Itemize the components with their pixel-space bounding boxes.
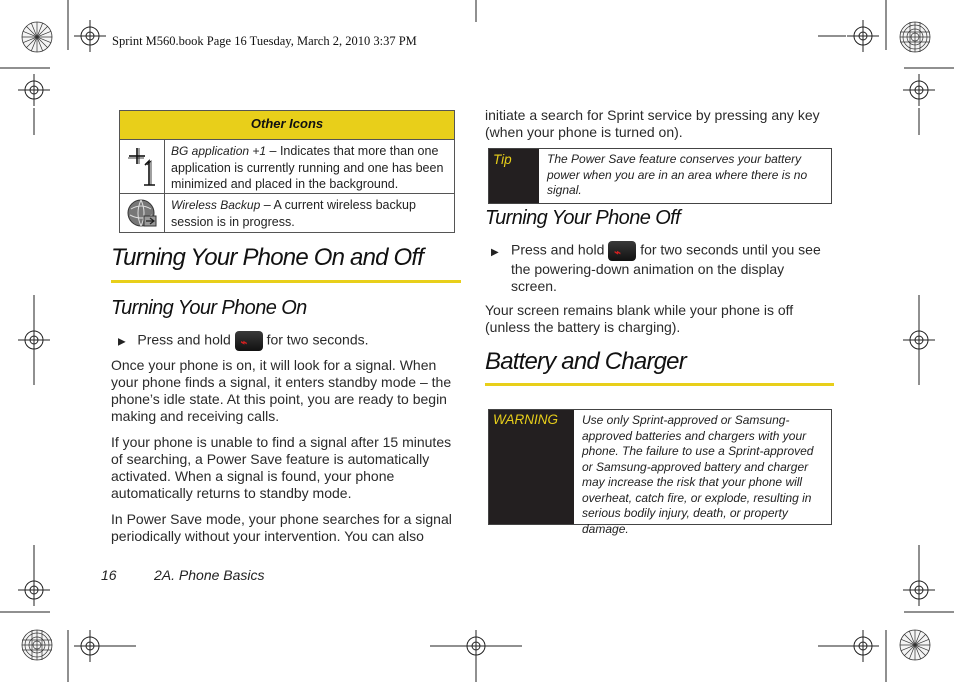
print-header: Sprint M560.book Page 16 Tuesday, March 2, 2010 3:37 PM (112, 34, 417, 48)
battery-rule (485, 383, 834, 386)
icon-description (165, 194, 454, 232)
chapter-name: 2A. Phone Basics (154, 567, 265, 583)
bullet-text: for two seconds until you see the powering-down animation on the display screen. (511, 241, 821, 294)
bullet-text: Press and hold (137, 331, 231, 348)
end-key-icon: ⌁ (235, 331, 263, 351)
subsection-title-off: Turning Your Phone Off (485, 207, 681, 229)
bg-application-icon (120, 140, 165, 193)
page-number: 16 (101, 567, 117, 583)
warning-callout (488, 409, 832, 536)
table-row (120, 140, 454, 194)
tip-text: The Power Save feature conserves your battery power when you are in an area where there is no signal. (547, 152, 808, 197)
icon-desc: – Indicates that more than one application is currently running and one has been minimized and placed in the background. (171, 144, 444, 191)
tip-callout (488, 148, 832, 204)
paragraph: Your screen remains blank while your phone is off (unless the battery is charging). (485, 302, 794, 335)
paragraph: If your phone is unable to find a signal after 15 minutes of searching, a Power Save feature is automatically activated. When a signal is found, your phone automatically returns to standby mode. (111, 434, 452, 501)
bullet-off (491, 241, 833, 295)
icon-term: Wireless Backup (171, 198, 261, 212)
bullet-on (118, 331, 458, 351)
bullet-arrow-icon: ▶ (491, 247, 499, 258)
tip-label: Tip (489, 149, 539, 203)
wireless-backup-icon (120, 194, 165, 232)
title-rule (111, 280, 461, 283)
end-key-icon: ⌁ (608, 241, 636, 261)
subsection-title-on: Turning Your Phone On (111, 297, 307, 319)
bullet-text: for two seconds. (266, 331, 369, 348)
icon-description (165, 140, 454, 193)
warning-text: Use only Sprint-approved or Samsung-approved batteries and chargers with your phone. The failure to use a Sprint-approved or Samsung-approved battery and charger may increase the risk that your phone will overheat, catch fire, or explode, resulting in serious bodily injury, death, or property damage. (582, 413, 814, 536)
warning-label: WARNING (489, 410, 574, 524)
table-title: Other Icons (120, 111, 454, 140)
other-icons-table (119, 110, 455, 233)
section-title: Turning Your Phone On and Off (111, 244, 424, 271)
paragraph: In Power Save mode, your phone searches for a signal periodically without your intervention. You can also (111, 511, 452, 544)
paragraph: Once your phone is on, it will look for a signal. When your phone finds a signal, it enters standby mode – the phone’s idle state. At this point, you are ready to begin making and receiving calls. (111, 357, 452, 424)
paragraph: initiate a search for Sprint service by pressing any key (when your phone is turned on). (485, 107, 820, 140)
icon-desc: – A current wireless backup session is in progress. (171, 198, 416, 229)
icon-term: BG application +1 (171, 144, 267, 158)
battery-title: Battery and Charger (485, 348, 686, 375)
bullet-text: Press and hold (511, 241, 605, 258)
bullet-arrow-icon: ▶ (118, 336, 126, 348)
table-row (120, 194, 454, 232)
